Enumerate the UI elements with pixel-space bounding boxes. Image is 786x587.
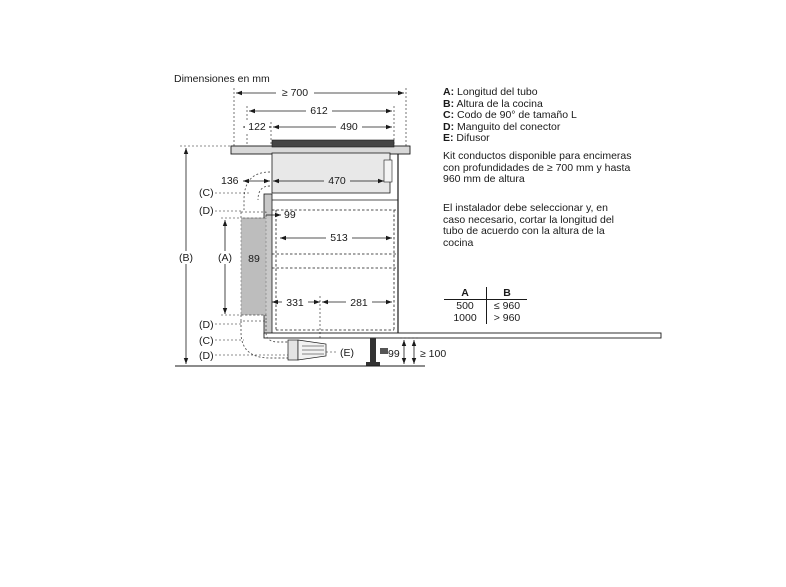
dim-plinth-height: 99	[388, 348, 400, 360]
legend-item-b: B: Altura de la cocina	[443, 97, 543, 110]
worktop	[231, 140, 410, 193]
label-a: (A)	[218, 252, 232, 264]
label-c-bottom: (C)	[199, 335, 214, 347]
top-dimensions	[234, 86, 406, 146]
label-e: (E)	[340, 347, 354, 359]
label-c-top: (C)	[199, 187, 214, 199]
dim-gap: 99	[284, 209, 296, 221]
dim-cooktop-depth: 612	[310, 105, 328, 117]
dim-unit-depth: 470	[328, 175, 346, 187]
legend-item-d: D: Manguito del conector	[443, 120, 561, 133]
table-header-a: A	[461, 287, 469, 299]
legend-item-e: E: Difusor	[443, 132, 490, 145]
diagram-title: Dimensiones en mm	[174, 73, 270, 85]
dim-base-left: 331	[286, 297, 304, 309]
legend-item-a: A: Longitud del tubo	[443, 86, 538, 98]
table-cell: 1000	[453, 312, 477, 324]
dim-worktop-depth: ≥ 700	[281, 87, 309, 99]
table-cell: > 960	[487, 312, 528, 324]
legend	[443, 87, 577, 145]
dim-duct-width: 89	[248, 253, 260, 265]
installer-note: El instalador debe seleccionar y, en caso necesario, cortar la longitud del tubo de acuerdo con la altura de la cocina	[443, 202, 615, 249]
legend-item-c: C: Codo de 90° de tamaño L	[443, 109, 577, 122]
table-cell: 500	[456, 300, 474, 312]
table-row	[444, 300, 527, 313]
table-header-row	[444, 287, 527, 300]
table-header-b: B	[487, 287, 528, 300]
label-b: (B)	[179, 252, 193, 264]
dim-plinth-min: ≥ 100	[420, 348, 447, 360]
dim-duct-offset: 136	[221, 175, 239, 187]
dim-offset-front: 122	[248, 121, 266, 133]
label-d-bottom: (D)	[199, 350, 214, 362]
dim-drawer-depth: 513	[330, 232, 348, 244]
dim-base-right: 281	[350, 297, 368, 309]
height-table	[444, 287, 527, 324]
label-d-top: (D)	[199, 205, 214, 217]
kit-note: Kit conductos disponible para encimeras con profundidades de ≥ 700 mm y hasta 960 mm de altura	[443, 150, 632, 186]
table-row	[444, 312, 527, 324]
dim-cooktop-inner: 490	[340, 121, 358, 133]
table-cell: ≤ 960	[487, 300, 528, 313]
label-d-mid: (D)	[199, 319, 214, 331]
